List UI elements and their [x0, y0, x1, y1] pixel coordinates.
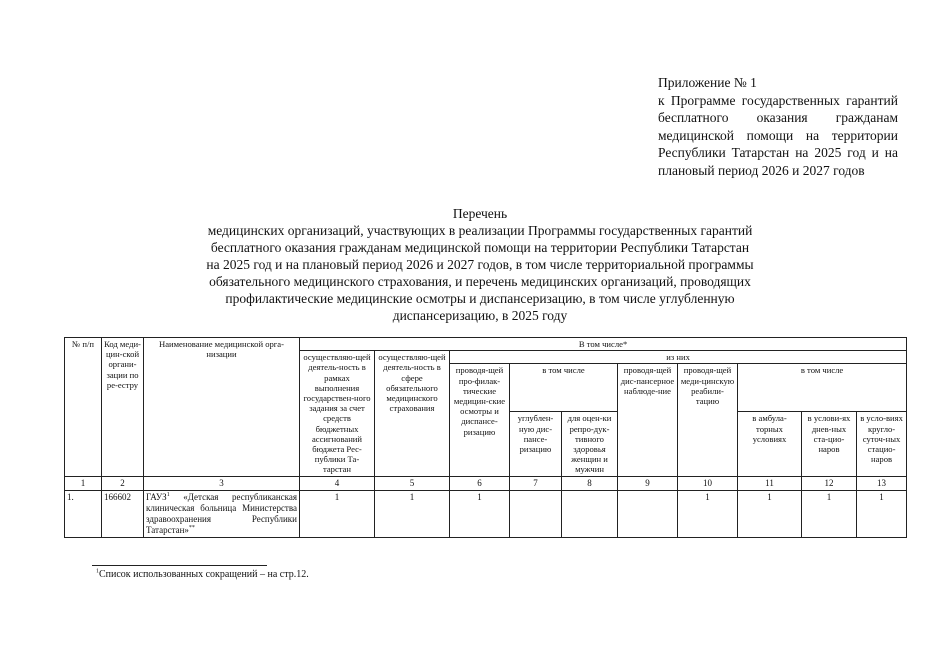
footnote-text: Список использованных сокращений – на стр.12.	[99, 569, 309, 580]
column-number: 11	[738, 476, 802, 490]
title-line: диспансеризацию, в 2025 году	[392, 308, 568, 323]
header-oms: осуществляю-щей деятель-ность в сфере обязательного медицинского страхования	[375, 351, 450, 476]
header-code: Код меди-цин-ской органи-зации по ре-естру	[102, 338, 144, 477]
row-cell: 1	[857, 490, 907, 537]
column-number: 3	[144, 476, 300, 490]
column-number: 9	[618, 476, 678, 490]
header-including-sub: в том числе	[738, 364, 907, 412]
note-mark: **	[188, 524, 195, 531]
row-num: 1.	[65, 490, 102, 537]
header-round-clock-hospital: в усло-виях кругло-суточ-ных стацио-наров	[857, 412, 907, 476]
table-row	[65, 490, 907, 537]
column-number: 4	[300, 476, 375, 490]
column-number: 5	[375, 476, 450, 490]
row-cell	[618, 490, 678, 537]
header-rehabilitation: проводя-щей меди-цинскую реабили-тацию	[678, 364, 738, 476]
column-number: 10	[678, 476, 738, 490]
column-number: 2	[102, 476, 144, 490]
column-number: 7	[510, 476, 562, 490]
header-name: Наименование медицинской орга-низации	[144, 338, 300, 477]
footnote-ref: 1	[166, 491, 170, 498]
header-including: В том числе*	[300, 338, 907, 351]
header-outpatient: в амбула-торных условиях	[738, 412, 802, 476]
appendix-body: к Программе государственных гарантий бесплатного оказания гражданам медицинской помощи на территории Республики Татарстан на 2025 год и на плановый период 2026 и 2027 годов	[658, 92, 898, 178]
appendix-title: Приложение № 1	[658, 75, 757, 90]
org-abbreviation: ГАУЗ	[146, 491, 167, 502]
row-cell	[562, 490, 618, 537]
title-line: медицинских организаций, участвующих в реализации Программы государственных гарантий	[207, 223, 753, 238]
header-reproductive-health: для оцен-ки репро-дук-тивного здоровья женщин и мужчин	[562, 412, 618, 476]
appendix-header	[658, 74, 898, 179]
title-line: профилактические медицинские осмотры и диспансеризацию, в том числе углубленную	[225, 291, 735, 306]
column-number: 6	[450, 476, 510, 490]
column-number: 13	[857, 476, 907, 490]
row-cell: 1	[300, 490, 375, 537]
row-cell: 1	[738, 490, 802, 537]
header-day-hospital: в услови-ях днев-ных ста-циo-наров	[802, 412, 857, 476]
org-full-name: «Детская республиканская клиническая больница Министерства здравоохранения Республики Татарстан»	[146, 491, 297, 535]
title-line: обязательного медицинского страхования, и перечень медицинских организаций, проводящих	[209, 274, 751, 289]
row-cell: 1	[802, 490, 857, 537]
header-including-sub: в том числе	[510, 364, 618, 412]
column-number: 12	[802, 476, 857, 490]
title-line: на 2025 год и на плановый период 2026 и 2027 годов, в том числе территориальной программы	[206, 257, 754, 272]
organizations-table	[64, 337, 907, 538]
header-num: № п/п	[65, 338, 102, 477]
header-of-them: из них	[450, 351, 907, 364]
footnote-marker: 1	[96, 568, 99, 575]
header-state-task: осуществляю-щей деятель-ность в рамках выполнения государствен-ного задания за счет средств бюджетных ассигнований бюджета Рес-публики Та-тарстан	[300, 351, 375, 476]
row-organization-name	[144, 490, 300, 537]
footnote-divider	[92, 565, 267, 566]
row-cell: 1	[678, 490, 738, 537]
row-cell: 1	[450, 490, 510, 537]
title-heading: Перечень	[452, 206, 508, 221]
row-cell	[510, 490, 562, 537]
document-title	[160, 205, 800, 324]
header-prophylactic: проводя-щей про-филак-тические медицин-ские осмотры и диспансе-ризацию	[450, 364, 510, 476]
column-number: 1	[65, 476, 102, 490]
header-dispensary: проводя-щей дис-пансерное наблюде-ние	[618, 364, 678, 476]
title-line: бесплатного оказания гражданам медицинской помощи на территории Республики Татарстан	[210, 240, 750, 255]
footnote	[96, 569, 309, 581]
row-code: 166602	[102, 490, 144, 537]
row-cell: 1	[375, 490, 450, 537]
column-number: 8	[562, 476, 618, 490]
header-deep-dispensarization: углублен-ную дис-пансе-ризацию	[510, 412, 562, 476]
